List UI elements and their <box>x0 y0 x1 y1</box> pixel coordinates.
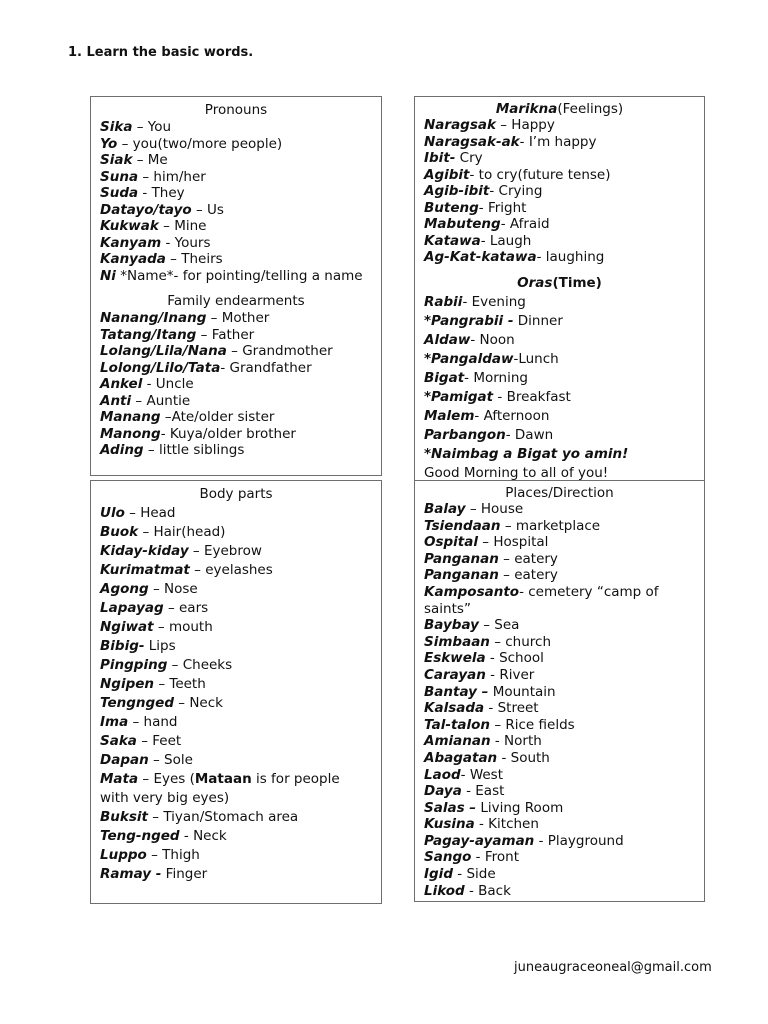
body-parts-box <box>90 480 382 904</box>
body-parts-title: Body parts <box>199 486 273 502</box>
list-item <box>424 667 704 684</box>
list-item <box>424 388 704 407</box>
list-item <box>100 618 381 637</box>
term: Kukwak <box>100 218 159 234</box>
term: Agibit <box>424 166 470 183</box>
term: Saka <box>100 733 137 749</box>
list-item <box>424 249 704 266</box>
definition: - cemetery “camp of saints” <box>424 583 659 617</box>
pronouns-family-box <box>90 96 382 476</box>
term: Ni <box>100 267 116 284</box>
term: Panganan <box>424 550 499 567</box>
oras-title <box>424 273 704 293</box>
term: Tsiendaan <box>424 517 501 534</box>
list-item <box>424 833 704 850</box>
list-item <box>100 169 381 186</box>
term: Luppo <box>100 847 147 863</box>
definition: – Cheeks <box>167 657 233 673</box>
list-item <box>424 684 704 701</box>
term: Ibit- <box>424 150 456 166</box>
term: Ospital <box>424 534 478 551</box>
body-parts-list-2 <box>100 808 381 884</box>
term: Aldaw <box>424 331 471 348</box>
term: Balay <box>424 501 466 517</box>
term: Yo <box>100 135 118 152</box>
term: Buksit <box>100 809 148 825</box>
definition: – Theirs <box>165 251 223 267</box>
definition: – Neck <box>174 695 223 711</box>
term: Sango <box>424 849 472 866</box>
list-item <box>424 369 704 388</box>
definition: – Auntie <box>131 392 191 409</box>
list-item <box>424 445 704 464</box>
definition: - Uncle <box>142 376 194 392</box>
list-item <box>424 617 704 634</box>
list-item <box>100 637 381 656</box>
term: Naragsak <box>424 117 496 133</box>
definition: - Noon <box>470 331 515 348</box>
list-item <box>424 518 704 535</box>
definition: – little siblings <box>143 442 245 458</box>
list-item <box>424 551 704 568</box>
definition: – Hospital <box>478 534 549 551</box>
definition: - Back <box>464 882 511 899</box>
term: Kanyam <box>100 234 162 251</box>
definition: – Sole <box>148 752 193 768</box>
term: Eskwela <box>424 650 486 667</box>
definition: – Rice fields <box>490 716 575 733</box>
definition: – Eyebrow <box>188 543 262 559</box>
list-item <box>100 751 381 770</box>
term: Ramay - <box>100 866 162 882</box>
list-item <box>424 183 704 200</box>
mata-def1: – Eyes ( <box>138 771 195 787</box>
term: Simbaan <box>424 633 490 650</box>
list-item <box>100 136 381 153</box>
term: Kanyada <box>100 251 166 267</box>
term: Manang <box>100 409 161 425</box>
definition: - East <box>461 783 505 800</box>
list-item <box>424 767 704 784</box>
term: Baybay <box>424 617 479 634</box>
mata-term: Mata <box>100 771 139 787</box>
term: Datayo/tayo <box>100 201 192 218</box>
definition: - Dawn <box>505 426 554 443</box>
definition: - to cry(future tense) <box>469 166 611 183</box>
term: Ngiwat <box>100 619 154 635</box>
term: Kalsada <box>424 700 485 717</box>
list-item <box>100 808 381 827</box>
term: Anti <box>100 392 132 409</box>
list-item <box>424 634 704 651</box>
definition: - Kitchen <box>474 816 539 833</box>
definition: -Lunch <box>513 350 559 367</box>
oras-title-rest: (Time) <box>552 274 602 291</box>
definition: - North <box>490 733 542 750</box>
term: Suda <box>100 185 139 201</box>
term: Bantay – <box>424 683 489 700</box>
list-item <box>424 167 704 184</box>
definition: - Kuya/older brother <box>160 425 296 442</box>
term: Ag-Kat-katawa <box>424 249 537 265</box>
term: Pingping <box>100 657 168 673</box>
term: Kamposanto <box>424 583 520 600</box>
definition: - I’m happy <box>519 133 597 150</box>
feelings-title-rest: (Feelings) <box>557 101 624 117</box>
definition: – you(two/more people) <box>117 135 283 152</box>
definition: Living Room <box>476 799 564 816</box>
term: Lapayag <box>100 600 164 616</box>
oras-list <box>424 293 704 483</box>
term: Kurimatmat <box>100 562 190 578</box>
list-item <box>100 235 381 252</box>
list-item <box>424 331 704 350</box>
term: Naragsak-ak <box>424 133 520 150</box>
list-item <box>424 700 704 717</box>
feelings-time-box <box>414 96 705 482</box>
list-item <box>424 650 704 667</box>
definition: – Teeth <box>154 676 206 692</box>
definition: – Feet <box>136 733 182 749</box>
list-item <box>424 293 704 312</box>
term: Teng-nged <box>100 828 180 844</box>
term: *Naimbag a Bigat yo amin! <box>424 445 629 462</box>
mata-def2: is for people with very big eyes) <box>100 771 340 806</box>
family-list <box>100 310 381 459</box>
term: Lolang/Lila/Nana <box>100 343 227 359</box>
list-item <box>424 783 704 800</box>
definition: – Thigh <box>146 847 200 863</box>
mata-term2: Mataan <box>194 771 252 787</box>
term: Buteng <box>424 199 479 216</box>
definition: - Afraid <box>500 216 550 232</box>
definition: Finger <box>161 866 208 882</box>
definition: Cry <box>455 150 483 166</box>
term: Tatang/Itang <box>100 326 197 343</box>
definition: - Breakfast <box>493 388 571 405</box>
list-item <box>100 393 381 410</box>
definition: - Morning <box>464 369 528 386</box>
list-item <box>424 117 704 134</box>
list-item <box>424 407 704 426</box>
definition: Lips <box>144 638 176 654</box>
definition: – eatery <box>498 550 558 567</box>
term: Carayan <box>424 666 486 683</box>
definition: - Evening <box>462 293 526 310</box>
term: Kusina <box>424 816 475 833</box>
list-item <box>100 675 381 694</box>
list-item <box>100 656 381 675</box>
definition: - Street <box>484 700 539 717</box>
term: Siak <box>100 152 133 168</box>
list-item <box>100 327 381 344</box>
list-item <box>100 523 381 542</box>
definition: - Crying <box>489 183 543 199</box>
list-item <box>424 717 704 734</box>
term: Pagay-ayaman <box>424 832 535 849</box>
list-item <box>100 376 381 393</box>
feelings-title-term: Marikna <box>495 101 558 117</box>
term: Manong <box>100 425 161 442</box>
term: Tengnged <box>100 695 174 711</box>
definition: – Sea <box>478 617 520 634</box>
list-item <box>100 442 381 459</box>
definition: - South <box>497 749 550 766</box>
list-item <box>100 119 381 136</box>
definition: – ears <box>163 600 209 616</box>
list-item <box>424 750 704 767</box>
term: *Pangaldaw <box>424 350 514 367</box>
definition: – eyelashes <box>189 562 273 578</box>
feelings-title <box>424 101 704 117</box>
definition: – Hair(head) <box>138 524 226 540</box>
definition: - They <box>138 185 185 201</box>
definition: - Side <box>452 866 496 883</box>
list-item <box>100 865 381 884</box>
definition: - Afternoon <box>474 407 550 424</box>
term: Dapan <box>100 752 149 768</box>
list-item <box>424 567 704 584</box>
term: Laod <box>424 766 461 783</box>
term: Sika <box>100 119 133 135</box>
list-item <box>424 312 704 331</box>
places-list <box>424 501 704 899</box>
definition: - River <box>485 666 535 683</box>
term: Kiday-kiday <box>100 543 189 559</box>
term: Malem <box>424 407 475 424</box>
list-item <box>100 599 381 618</box>
list-item <box>100 202 381 219</box>
list-item <box>100 713 381 732</box>
definition: - Playground <box>534 832 624 849</box>
list-item <box>100 580 381 599</box>
list-item <box>424 866 704 883</box>
definition: – Happy <box>495 117 555 133</box>
list-item <box>100 343 381 360</box>
definition: – House <box>465 501 524 517</box>
term: Ngipen <box>100 676 155 692</box>
list-item <box>424 584 704 617</box>
family-title: Family endearments <box>167 293 305 309</box>
term: Panganan <box>424 567 499 584</box>
list-item <box>100 694 381 713</box>
definition: - Fright <box>478 199 527 216</box>
term: Bigat <box>424 369 465 386</box>
list-item <box>100 561 381 580</box>
definition: - School <box>485 650 544 667</box>
list-item <box>424 134 704 151</box>
term: Ading <box>100 442 144 458</box>
list-item <box>424 501 704 518</box>
list-item <box>100 732 381 751</box>
definition: – Nose <box>148 581 198 597</box>
term: Agong <box>100 581 149 597</box>
list-item <box>100 268 381 285</box>
term: *Pangrabii - <box>424 312 514 329</box>
list-item <box>424 426 704 445</box>
term: Bibig- <box>100 638 145 654</box>
definition: – him/her <box>138 168 206 185</box>
definition: – Me <box>132 152 168 168</box>
definition: – Grandmother <box>226 343 333 359</box>
list-item <box>424 233 704 250</box>
page-heading: 1. Learn the basic words. <box>68 45 254 60</box>
definition: - Laugh <box>480 232 532 249</box>
definition: - Yours <box>161 234 211 251</box>
definition: – mouth <box>153 619 213 635</box>
definition: - laughing <box>536 249 605 265</box>
list-item <box>424 816 704 833</box>
definition: Good Morning to all of you! <box>424 464 609 481</box>
term: Daya <box>424 783 462 800</box>
definition: – church <box>489 633 552 650</box>
definition: - Neck <box>179 828 227 844</box>
definition: - Grandfather <box>220 359 312 376</box>
term: Likod <box>424 882 465 899</box>
list-item <box>100 426 381 443</box>
term: *Pamigat <box>424 388 494 405</box>
term: Salas – <box>424 799 477 816</box>
term: Abagatan <box>424 749 498 766</box>
list-item <box>100 218 381 235</box>
list-item <box>424 350 704 369</box>
list-item <box>100 846 381 865</box>
list-item <box>424 150 704 167</box>
list-item <box>100 827 381 846</box>
feelings-list <box>424 117 704 266</box>
term: Ima <box>100 714 129 730</box>
places-direction-box <box>414 480 705 902</box>
definition: Mountain <box>488 683 556 700</box>
definition: - Front <box>471 849 519 866</box>
list-item <box>424 200 704 217</box>
definition: – Mother <box>206 310 270 326</box>
list-item <box>100 185 381 202</box>
list-item <box>424 216 704 233</box>
body-parts-list <box>100 504 381 770</box>
term: Agib-ibit <box>424 183 490 199</box>
definition: *Name*- for pointing/telling a name <box>115 267 363 284</box>
oras-title-term: Oras <box>517 274 553 291</box>
definition: – You <box>132 119 172 135</box>
definition: – eatery <box>498 567 558 584</box>
definition: – Head <box>124 505 176 521</box>
definition: – Tiyan/Stomach area <box>148 809 299 825</box>
term: Suna <box>100 168 139 185</box>
list-item <box>424 800 704 817</box>
term: Katawa <box>424 232 481 249</box>
term: Ulo <box>100 505 125 521</box>
term: Parbangon <box>424 426 506 443</box>
list-item <box>424 883 704 900</box>
term: Buok <box>100 524 139 540</box>
term: Mabuteng <box>424 216 501 232</box>
contact-email: juneaugraceoneal@gmail.com <box>514 960 712 975</box>
definition: –Ate/older sister <box>160 409 275 425</box>
list-item <box>100 504 381 523</box>
definition: – Us <box>191 201 224 218</box>
term: Lolong/Lilo/Tata <box>100 359 221 376</box>
definition: - West <box>460 766 504 783</box>
definition: – Father <box>196 326 255 343</box>
list-item <box>424 534 704 551</box>
term: Amianan <box>424 733 491 750</box>
definition: Dinner <box>513 312 563 329</box>
term: Ankel <box>100 376 143 392</box>
term: Rabii <box>424 293 463 310</box>
term: Tal-talon <box>424 716 491 733</box>
pronouns-title: Pronouns <box>204 102 268 118</box>
list-item <box>100 360 381 377</box>
pronouns-list <box>100 119 381 284</box>
list-item <box>424 849 704 866</box>
list-item <box>100 409 381 426</box>
list-item <box>100 310 381 327</box>
list-item <box>424 733 704 750</box>
list-item <box>100 152 381 169</box>
list-item <box>100 770 381 808</box>
places-title: Places/Direction <box>505 485 614 501</box>
term: Nanang/Inang <box>100 310 207 326</box>
definition: – marketplace <box>500 517 601 534</box>
list-item <box>100 542 381 561</box>
term: Igid <box>424 866 453 883</box>
definition: – hand <box>128 714 178 730</box>
definition: – Mine <box>158 218 207 234</box>
list-item <box>100 251 381 268</box>
